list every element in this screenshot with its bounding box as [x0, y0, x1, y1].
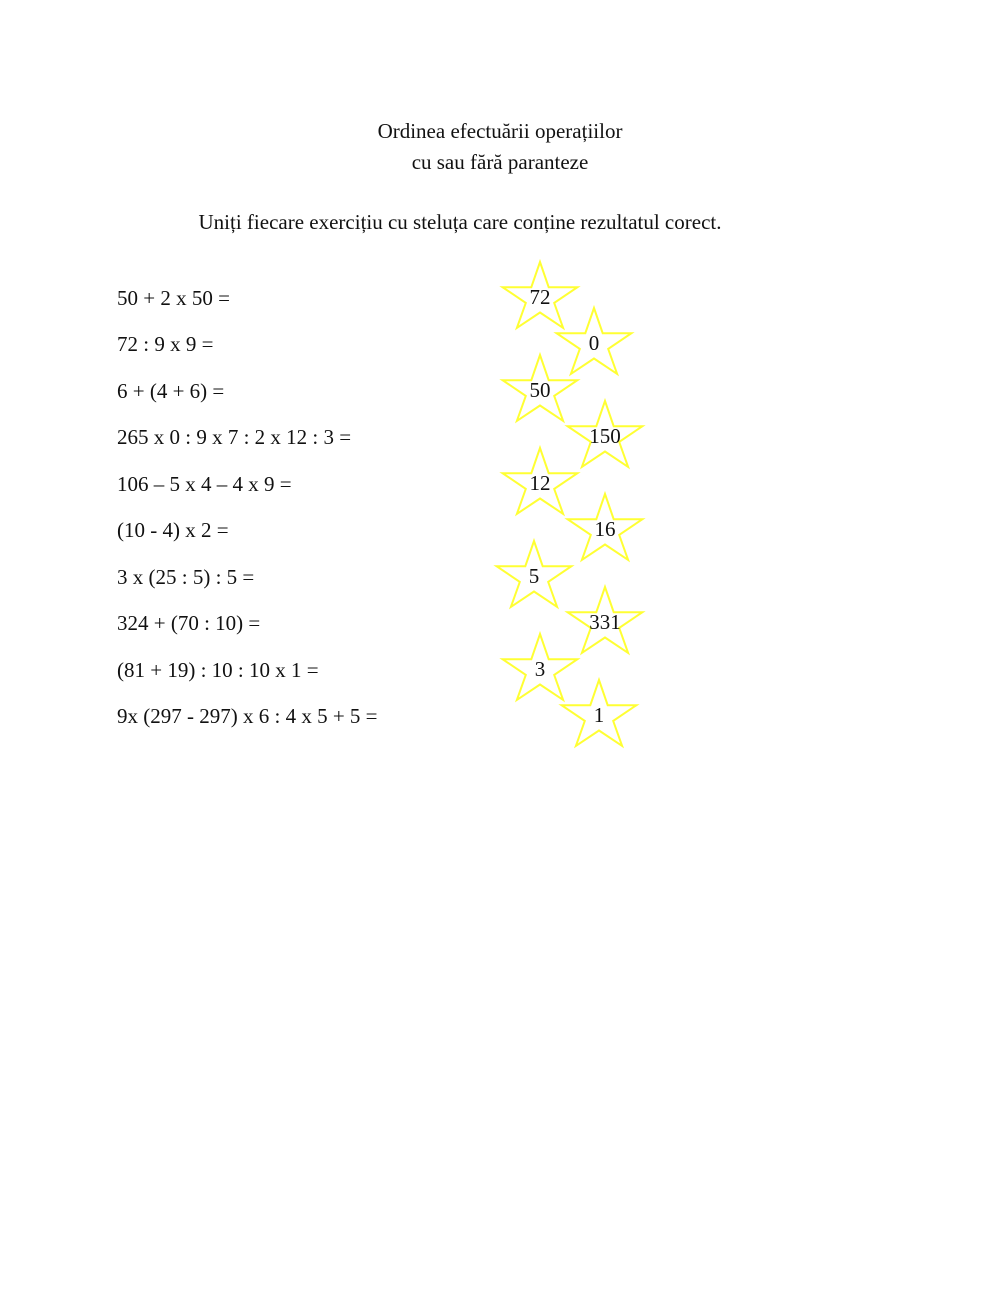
answer-star-value: 72	[529, 285, 551, 309]
answer-star-value: 331	[589, 610, 621, 634]
answer-star-value: 5	[528, 564, 540, 588]
exercise-item-1: 50 + 2 x 50 =	[117, 286, 230, 310]
title-line-1: Ordinea efectuării operațiilor	[377, 119, 623, 143]
exercise-item-8: 324 + (70 : 10) =	[117, 611, 261, 635]
exercise-item-9: (81 + 19) : 10 : 10 x 1 =	[117, 658, 319, 682]
exercise-item-7: 3 x (25 : 5) : 5 =	[117, 565, 255, 589]
answer-star-value: 50	[529, 378, 551, 402]
exercise-item-4: 265 x 0 : 9 x 7 : 2 x 12 : 3 =	[117, 425, 352, 449]
answer-star-6[interactable]	[566, 493, 644, 563]
answer-star-value: 1	[593, 703, 605, 727]
answer-star-value: 16	[594, 517, 616, 541]
answer-star-7[interactable]	[495, 540, 573, 610]
title-line-2: cu sau fără paranteze	[411, 150, 589, 174]
exercise-item-10: 9x (297 - 297) x 6 : 4 x 5 + 5 =	[117, 704, 378, 728]
answer-star-10[interactable]	[560, 679, 638, 749]
exercise-item-5: 106 – 5 x 4 – 4 x 9 =	[117, 472, 292, 496]
exercise-item-6: (10 - 4) x 2 =	[117, 518, 229, 542]
answer-star-value: 3	[534, 657, 546, 681]
exercise-item-2: 72 : 9 x 9 =	[117, 332, 214, 356]
answer-star-value: 12	[529, 471, 551, 495]
instruction-text: Uniți fiecare exercițiu cu steluța care conține rezultatul corect.	[198, 210, 722, 234]
answer-star-value: 150	[589, 424, 621, 448]
answer-star-value: 0	[588, 331, 600, 355]
exercise-item-3: 6 + (4 + 6) =	[117, 379, 225, 403]
